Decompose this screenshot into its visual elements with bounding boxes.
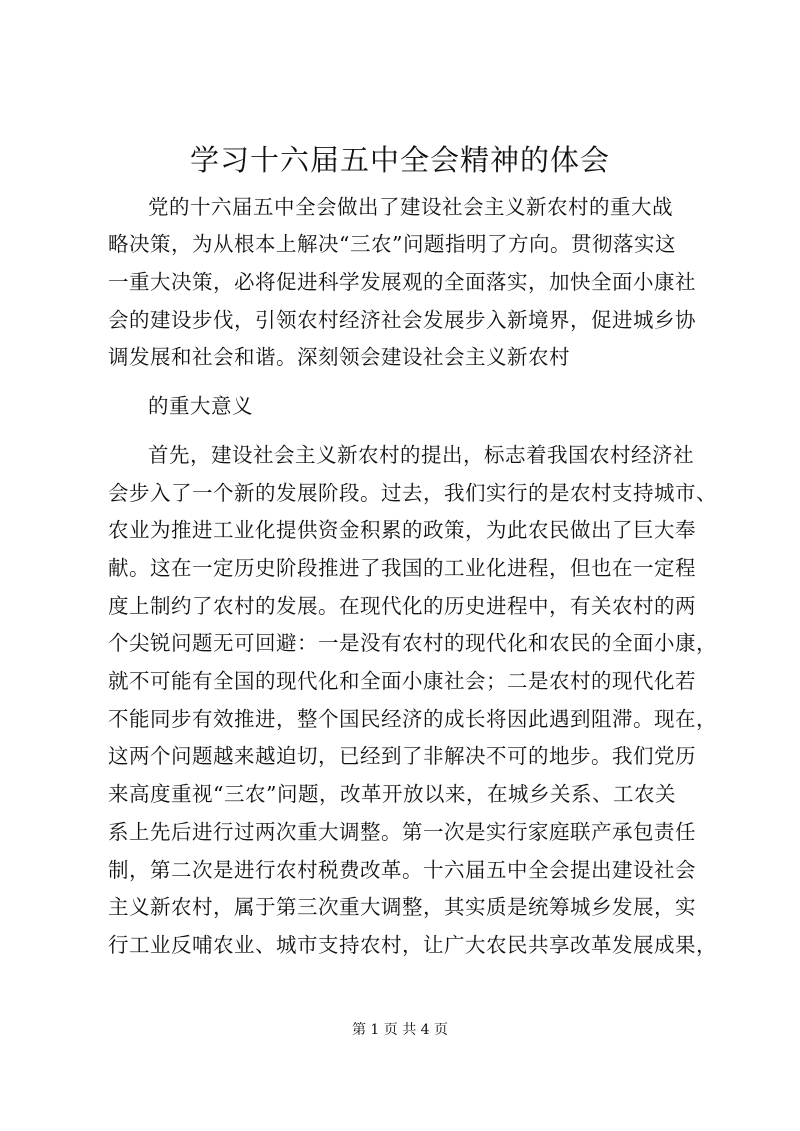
text-line: 来高度重视“三农”问题，改革开放以来，在城乡关系、工农关 xyxy=(108,782,676,806)
page-footer: 第 1 页 共 4 页 xyxy=(351,1022,449,1038)
text-line: 农业为推进工业化提供资金积累的政策，为此农民做出了巨大奉 xyxy=(108,518,696,542)
text-line: 度上制约了农村的发展。在现代化的历史进程中，有关农村的两 xyxy=(108,594,696,618)
text-line: 会的建设步伐，引领农村经济社会发展步入新境界，促进城乡协 xyxy=(108,308,696,332)
text-line: 首先，建设社会主义新农村的提出，标志着我国农村经济社 xyxy=(148,443,694,467)
document-title: 学习十六届五中全会精神的体会 xyxy=(189,143,610,177)
text-line: 党的十六届五中全会做出了建设社会主义新农村的重大战 xyxy=(148,195,673,219)
text-line: 就不可能有全国的现代化和全面小康社会；二是农村的现代化若 xyxy=(108,669,696,693)
text-line: 会步入了一个新的发展阶段。过去，我们实行的是农村支持城市、 xyxy=(108,481,717,505)
section-heading: 的重大意义 xyxy=(148,394,253,418)
text-line: 调发展和社会和谐。深刻领会建设社会主义新农村 xyxy=(108,345,570,369)
text-line: 系上先后进行过两次重大调整。第一次是实行家庭联产承包责任 xyxy=(108,820,696,844)
text-line: 制，第二次是进行农村税费改革。十六届五中全会提出建设社会 xyxy=(108,858,696,882)
text-line: 略决策，为从根本上解决“三农”问题指明了方向。贯彻落实这 xyxy=(108,232,676,256)
text-line: 一重大决策，必将促进科学发展观的全面落实，加快全面小康社 xyxy=(108,270,696,294)
text-line: 主义新农村，属于第三次重大调整，其实质是统筹城乡发展，实 xyxy=(108,895,696,919)
text-line: 这两个问题越来越迫切，已经到了非解决不可的地步。我们党历 xyxy=(108,744,696,768)
text-line: 不能同步有效推进，整个国民经济的成长将因此遇到阻滞。现在， xyxy=(108,707,717,731)
text-line: 行工业反哺农业、城市支持农村，让广大农民共享改革发展成果， xyxy=(108,933,717,957)
text-line: 献。这在一定历史阶段推进了我国的工业化进程，但也在一定程 xyxy=(108,556,696,580)
text-line: 个尖锐问题无可回避：一是没有农村的现代化和农民的全面小康， xyxy=(108,631,717,655)
